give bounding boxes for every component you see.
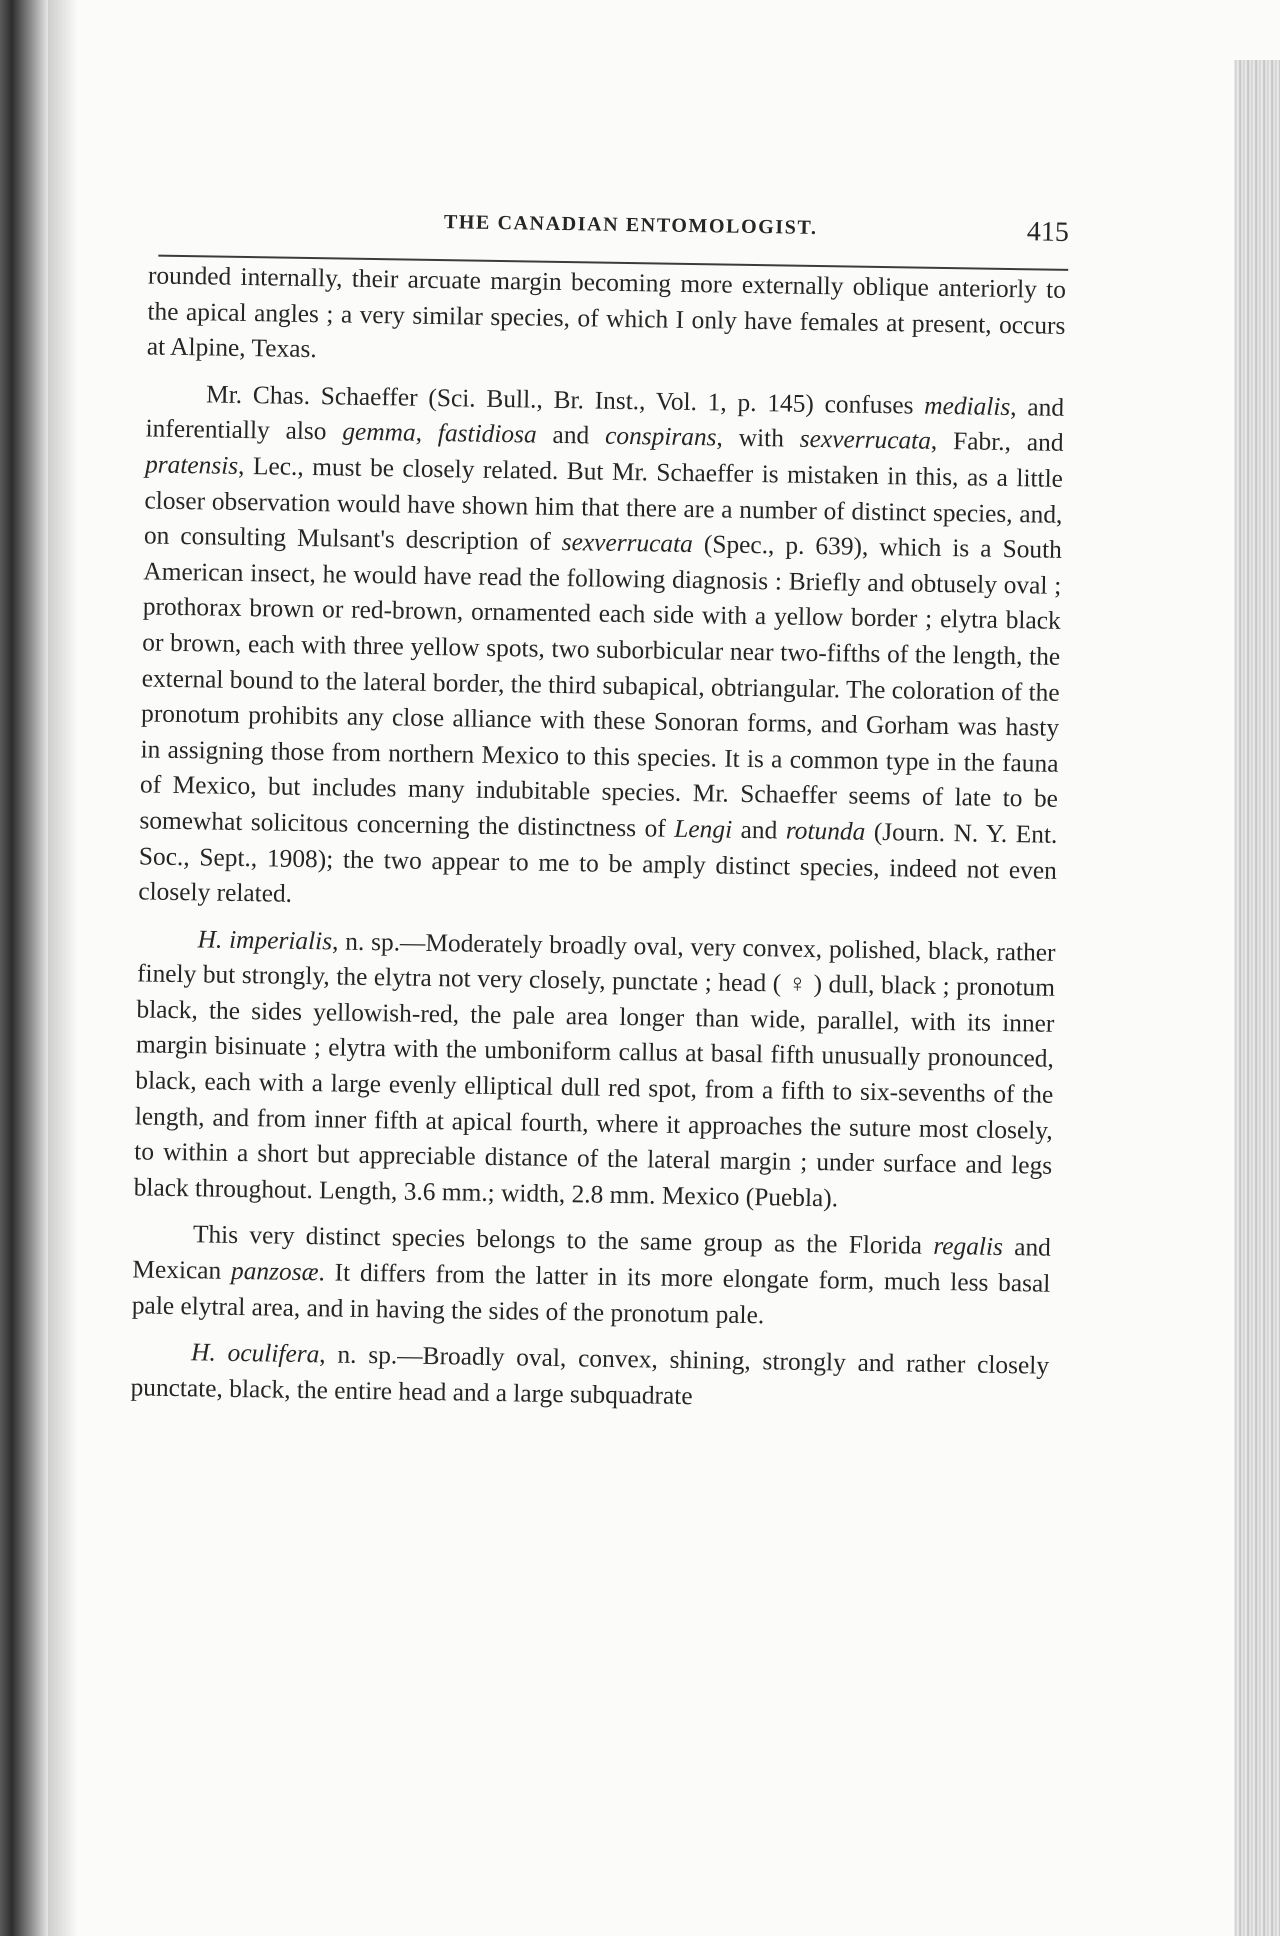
book-spine-edge bbox=[0, 0, 48, 1936]
body-text bbox=[130, 258, 1066, 1420]
text-run: , with bbox=[716, 423, 801, 454]
text-run: rounded internally, their arcuate margin becoming more externally oblique anteriorly to the apical angles ; a very similar species, of which I only have females at present, occurs at Alpine, Texas. bbox=[146, 261, 1067, 364]
text-run: , and inferentially also bbox=[145, 392, 1065, 446]
text-run: , Lec., must be closely related. But Mr. Schaeffer is mistaken in this, as a little closer observation would have shown him that there are a number of distinct species, and, on consulting Mulsant's description of bbox=[143, 451, 1064, 557]
italic-term: pratensis bbox=[144, 450, 239, 480]
italic-term: gemma bbox=[342, 417, 416, 448]
text-run: and Mexican bbox=[132, 1233, 1052, 1285]
text-run: (Spec., p. 639), which is a South American insect, he would have read the following diagnosis : Briefly and obtusely oval ; prothorax brown or red-brown, ornamented each side with a yellow border ; elytra black or brown, each with three yellow spots, two suborbicular near two-fifths of the length, the external bound to the lateral border, the third subapical, obtriangular. The coloration of the pronotum prohibits any close alliance with these Sonoran forms, and Gorham was hasty in assigning those from northern Mexico to this species. It is a common type in the fauna of Mexico, but includes many indubitable species. Mr. Schaeffer seems of late to be somewhat solicitous concerning the distinctness of bbox=[139, 530, 1063, 843]
paragraph bbox=[138, 376, 1064, 924]
page-stack-edge bbox=[1234, 60, 1280, 1936]
page-number: 415 bbox=[1026, 216, 1070, 248]
text-run: (Journ. N. Y. Ent. Soc., Sept., 1908); the two appear to me to be amply distinct species, indeed not even closely related. bbox=[138, 817, 1058, 908]
italic-term: fastidiosa bbox=[437, 419, 537, 449]
italic-term: panzosæ bbox=[230, 1256, 319, 1287]
text-run: This very distinct species belongs to the same group as the Florida bbox=[192, 1220, 934, 1261]
italic-term: H. imperialis bbox=[197, 925, 333, 956]
page-header bbox=[159, 181, 1070, 255]
text-run: . It differs from the latter in its more elongate form, much less basal pale elytral area, and in having the sides of the pronotum pale. bbox=[131, 1258, 1051, 1329]
italic-term: H. oculifera bbox=[190, 1338, 320, 1369]
species-description-paragraph bbox=[130, 1335, 1049, 1421]
text-run: , bbox=[415, 419, 439, 448]
text-run: and bbox=[731, 815, 787, 845]
species-description-paragraph bbox=[133, 921, 1055, 1220]
italic-term: medialis bbox=[924, 391, 1011, 421]
italic-term: rotunda bbox=[785, 816, 866, 846]
text-run: Mr. Chas. Schaeffer (Sci. Bull., Br. Inst., Vol. 1, p. 145) confuses bbox=[205, 380, 925, 420]
paragraph bbox=[147, 258, 1067, 379]
running-title: THE CANADIAN ENTOMOLOGIST. bbox=[443, 211, 818, 239]
text-run: , n. sp.—Moderately broadly oval, very convex, polished, black, rather finely but strongly, the elytra not very closely, punctate ; head ( ♀ ) dull, black ; pronotum black, the sides yellowish-red, the pale area longer than wide, parallel, with its inner margin bisinuate ; elytra with the umboniform callus at basal fifth unusually pronounced, black, each with a large evenly elliptical dull red spot, from a fifth to six-sevenths of the length, and from inner fifth at apical fourth, where it approaches the suture most closely, to within a short but appreciable distance of the lateral margin ; under surface and legs black throughout. Length, 3.6 mm.; width, 2.8 mm. Mexico (Puebla). bbox=[133, 927, 1056, 1213]
text-run: , Fabr., and bbox=[930, 427, 1064, 458]
italic-term: sexverrucata bbox=[799, 425, 932, 456]
italic-term: regalis bbox=[933, 1232, 1004, 1262]
text-run: , n. sp.—Broadly oval, convex, shining, strongly and rather closely punctate, black, the entire head and a large subquadrate bbox=[130, 1340, 1050, 1410]
italic-term: conspirans bbox=[604, 422, 717, 452]
book-page bbox=[95, 150, 1070, 1765]
paragraph bbox=[132, 1217, 1052, 1338]
italic-term: sexverrucata bbox=[561, 528, 694, 559]
gutter-shadow bbox=[48, 0, 78, 1936]
italic-term: Lengi bbox=[674, 814, 733, 844]
text-run: and bbox=[536, 420, 606, 451]
